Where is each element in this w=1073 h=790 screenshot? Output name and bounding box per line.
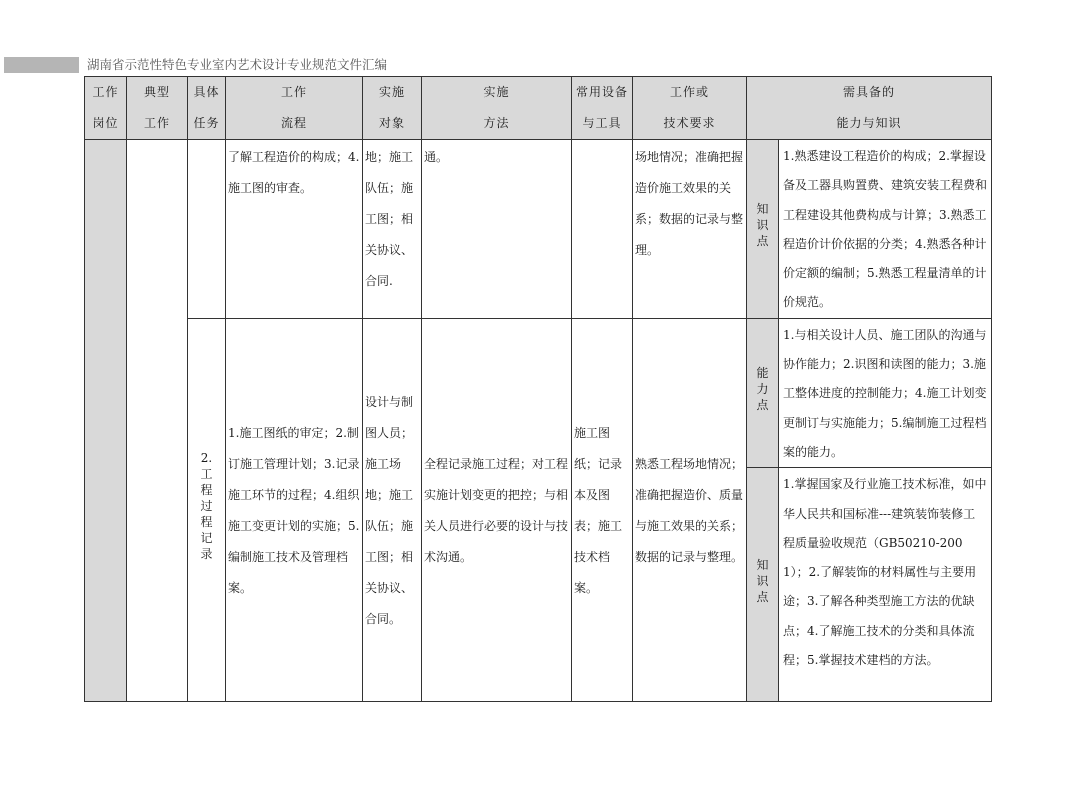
- post-cell: [85, 140, 127, 702]
- col-header-object: 实施 对象: [363, 77, 422, 140]
- spec-table: [84, 76, 992, 702]
- process-cell: 了解工程造价的构成；4.施工图的审查。: [226, 140, 363, 319]
- ability-cell: 1.与相关设计人员、施工团队的沟通与协作能力；2.识图和读图的能力；3.施工整体进度的控制能力；4.施工计划变更制订与实施能力；5.编制施工过程档案的能力。: [779, 318, 992, 467]
- header-accent-bar: [4, 57, 79, 73]
- tools-cell: [572, 140, 633, 319]
- knowledge-cell: 1.掌握国家及行业施工技术标准，如中华人民共和国标准---建筑装饰装修工程质量验收规范（GB50210-2001）；2.了解装饰的材料属性与主要用途；3.了解各种类型施工方法的优缺点；4.了解施工技术的分类和具体流程；5.掌握技术建档的方法。: [779, 468, 992, 702]
- process-cell: 1.施工图纸的审定；2.制订施工管理计划；3.记录施工环节的过程；4.组织施工变更计划的实施；5.编制施工技术及管理档案。: [226, 318, 363, 701]
- object-cell: 地；施工队伍；施工图；相关协议、合同.: [363, 140, 422, 319]
- method-cell: 全程记录施工过程；对工程实施计划变更的把控；与相关人员进行必要的设计与技术沟通。: [422, 318, 572, 701]
- knowledge-label: 知识点: [747, 468, 779, 702]
- task-cell: [188, 140, 226, 319]
- method-cell: 通。: [422, 140, 572, 319]
- task-cell: 2.工程过程记录: [188, 318, 226, 701]
- col-header-post: 工作 岗位: [85, 77, 127, 140]
- col-header-typical-work: 典型 工作: [127, 77, 188, 140]
- knowledge-label: 知识点: [747, 140, 779, 319]
- table-row: [85, 140, 992, 319]
- knowledge-cell: 1.熟悉建设工程造价的构成；2.掌握设备及工器具购置费、建筑安装工程费和工程建设其他费构成与计算；3.熟悉工程造价计价依据的分类；4.熟悉各种计价定额的编制；5.熟悉工程量清单的计价规范。: [779, 140, 992, 319]
- col-header-tools: 常用设备 与工具: [572, 77, 633, 140]
- table-row: [85, 318, 992, 467]
- object-cell: 设计与制图人员；施工场地；施工队伍；施工图；相关协议、合同。: [363, 318, 422, 701]
- col-header-process: 工作 流程: [226, 77, 363, 140]
- requirement-cell: 场地情况；准确把握造价施工效果的关系；数据的记录与整理。: [633, 140, 747, 319]
- tools-cell: 施工图纸；记录本及图表；施工技术档案。: [572, 318, 633, 701]
- table-header-row: [85, 77, 992, 140]
- requirement-cell: 熟悉工程场地情况；准确把握造价、质量与施工效果的关系；数据的记录与整理。: [633, 318, 747, 701]
- page-header-title: 湖南省示范性特色专业室内艺术设计专业规范文件汇编: [87, 57, 388, 72]
- col-header-task: 具体 任务: [188, 77, 226, 140]
- col-header-method: 实施 方法: [422, 77, 572, 140]
- typical-work-cell: [127, 140, 188, 702]
- col-header-requirement: 工作或 技术要求: [633, 77, 747, 140]
- ability-label: 能力点: [747, 318, 779, 467]
- col-header-ability-knowledge: 需具备的 能力与知识: [747, 77, 992, 140]
